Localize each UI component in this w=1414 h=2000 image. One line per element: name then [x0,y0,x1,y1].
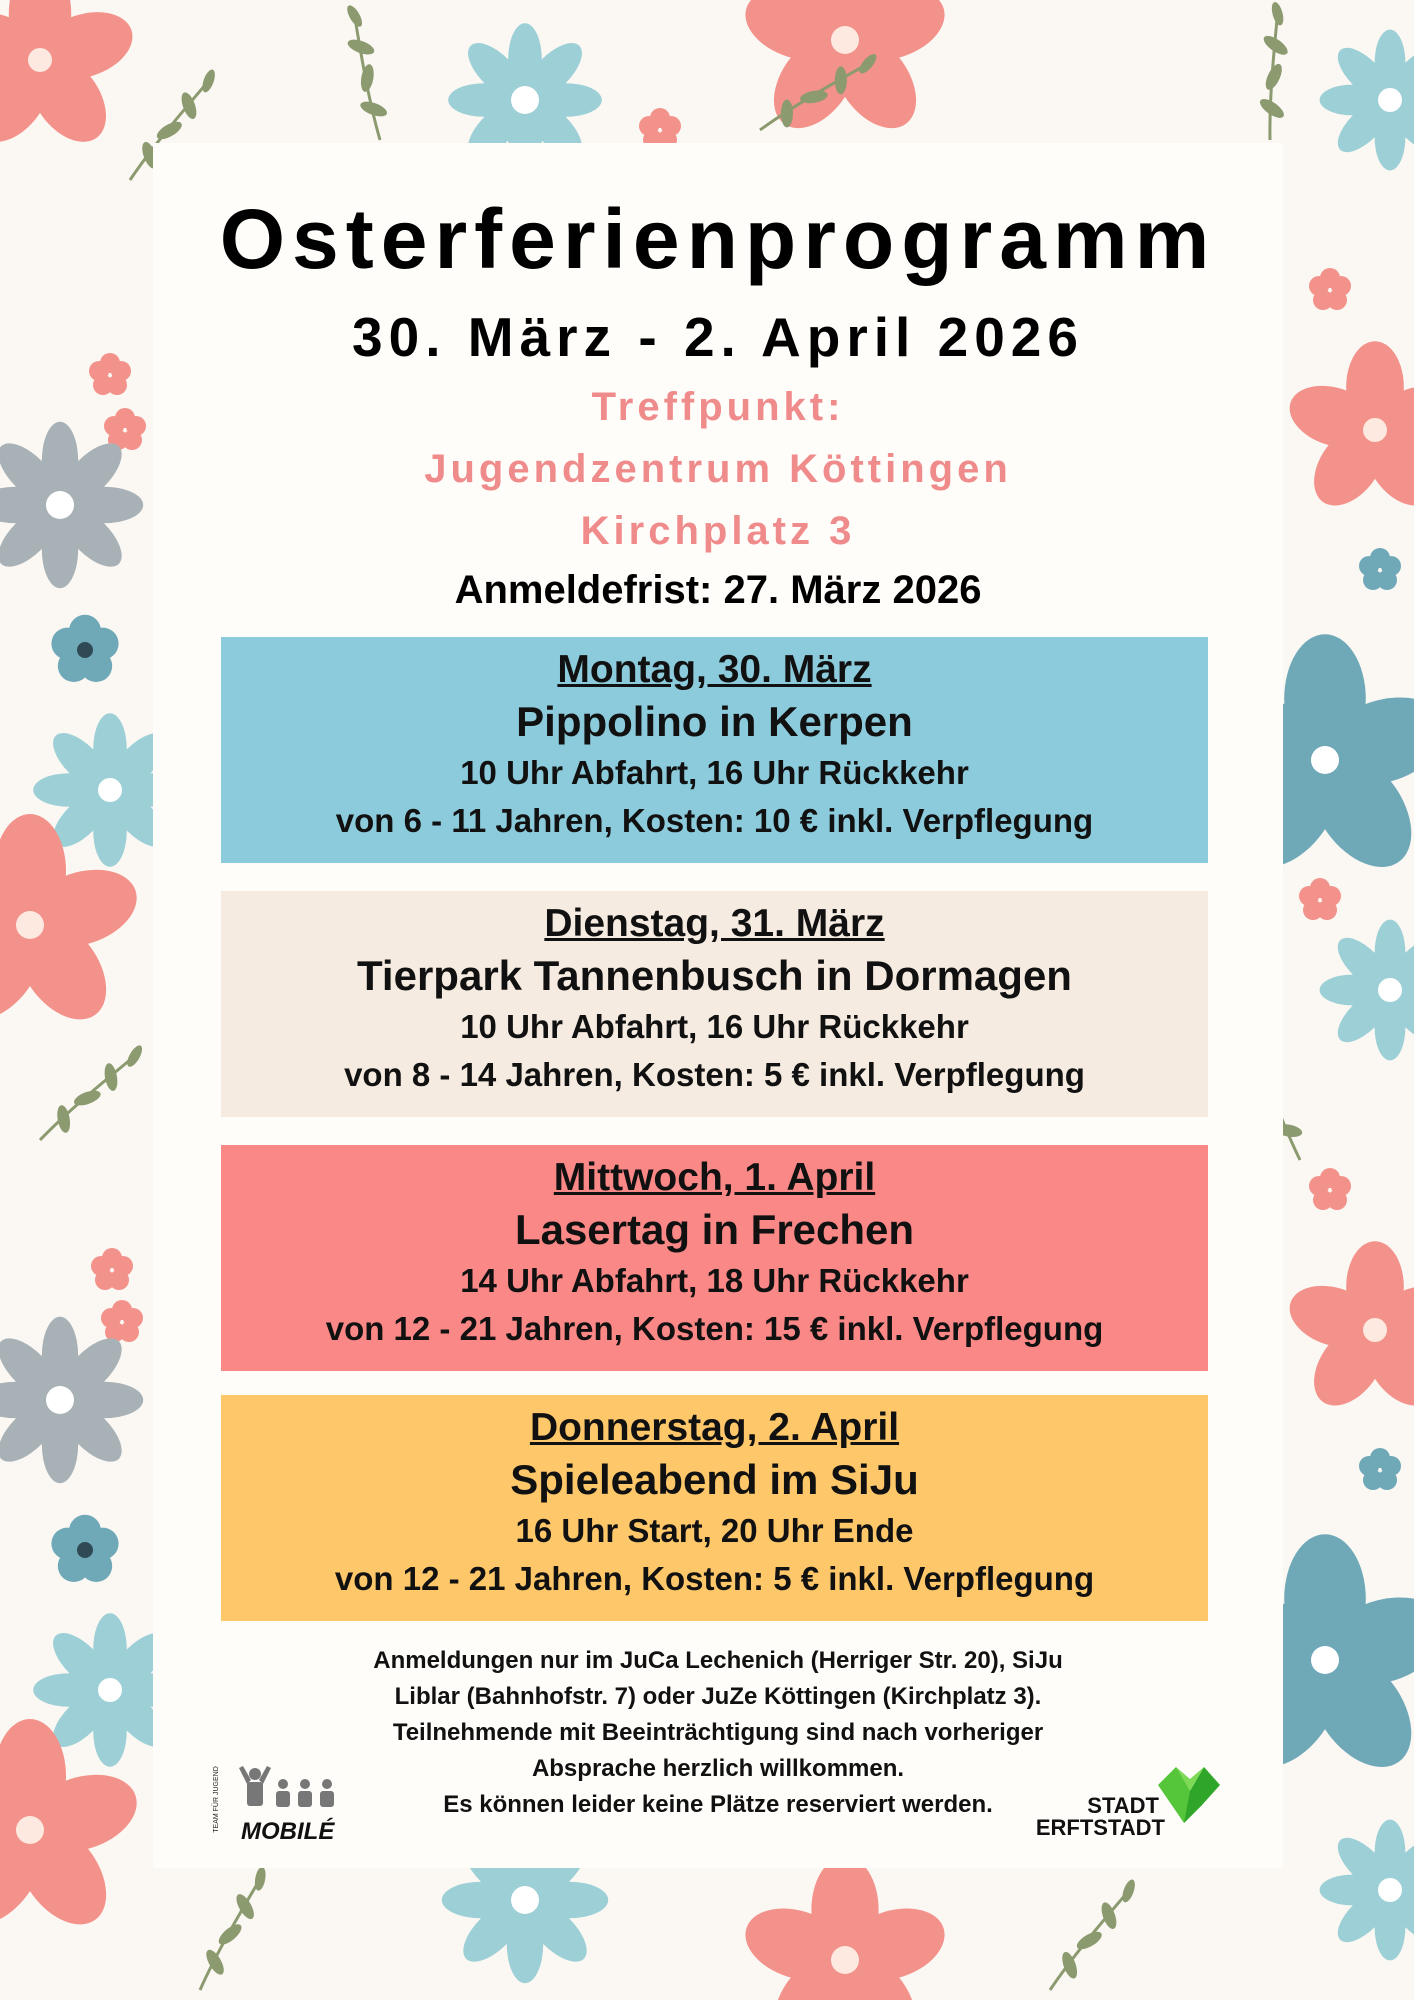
event-time: 14 Uhr Abfahrt, 18 Uhr Rückkehr [460,1262,969,1299]
event-day: Donnerstag, 2. April [529,1406,900,1449]
meeting-point-place: Jugendzentrum Köttingen [424,447,1012,491]
event-card-monday [221,637,1208,863]
event-card-wednesday [221,1145,1208,1371]
note-line: Teilnehmende mit Beeinträchtigung sind nach vorheriger [392,1719,1044,1746]
meeting-point-address: Kirchplatz 3 [580,509,856,553]
event-card-tuesday [221,891,1208,1117]
team-figures-icon [213,1760,343,1820]
erftstadt-logo [1029,1763,1229,1853]
program-dates: 30. März - 2. April 2026 [352,306,1084,368]
event-info: von 12 - 21 Jahren, Kosten: 15 € inkl. Verpflegung [325,1310,1104,1347]
registration-note [303,1643,1133,1823]
event-day: Montag, 30. März [557,648,872,691]
city-word-erftstadt: ERFTSTADT [1035,1815,1165,1840]
poster-content [153,143,1283,1868]
note-line: Absprache herzlich willkommen. [531,1755,905,1782]
event-time: 16 Uhr Start, 20 Uhr Ende [515,1512,914,1549]
event-time: 10 Uhr Abfahrt, 16 Uhr Rückkehr [460,1008,969,1045]
event-info: von 6 - 11 Jahren, Kosten: 10 € inkl. Verpflegung [335,802,1094,839]
event-name: Lasertag in Frechen [514,1206,915,1253]
event-name: Spieleabend im SiJu [510,1456,919,1503]
mobile-tagline: TEAM FÜR JUGEND [212,1766,220,1833]
event-name: Pippolino in Kerpen [516,698,913,745]
erftstadt-emblem-icon [1154,1763,1224,1843]
event-day: Mittwoch, 1. April [553,1156,876,1199]
note-line: Anmeldungen nur im JuCa Lechenich (Herriger Str. 20), SiJu [373,1647,1063,1674]
meeting-point-label: Treffpunkt: [591,385,845,429]
note-line: Es können leider keine Plätze reserviert werden. [443,1791,993,1818]
event-info: von 8 - 14 Jahren, Kosten: 5 € inkl. Verpflegung [344,1056,1085,1093]
registration-deadline: Anmeldefrist: 27. März 2026 [454,568,982,612]
note-line: Liblar (Bahnhofstr. 7) oder JuZe Köttingen (Kirchplatz 3). [394,1683,1042,1710]
city-word-stadt: STADT [1087,1793,1159,1818]
event-time: 10 Uhr Abfahrt, 16 Uhr Rückkehr [460,754,969,791]
mobile-wordmark: MOBILÉ [241,1818,335,1845]
team-mobile-logo [213,1760,343,1850]
event-card-thursday [221,1395,1208,1621]
event-day: Dienstag, 31. März [544,902,885,945]
poster-title: Osterferienprogramm [219,192,1217,286]
event-name: Tierpark Tannenbusch in Dormagen [357,952,1072,999]
event-info: von 12 - 21 Jahren, Kosten: 5 € inkl. Verpflegung [334,1560,1095,1597]
